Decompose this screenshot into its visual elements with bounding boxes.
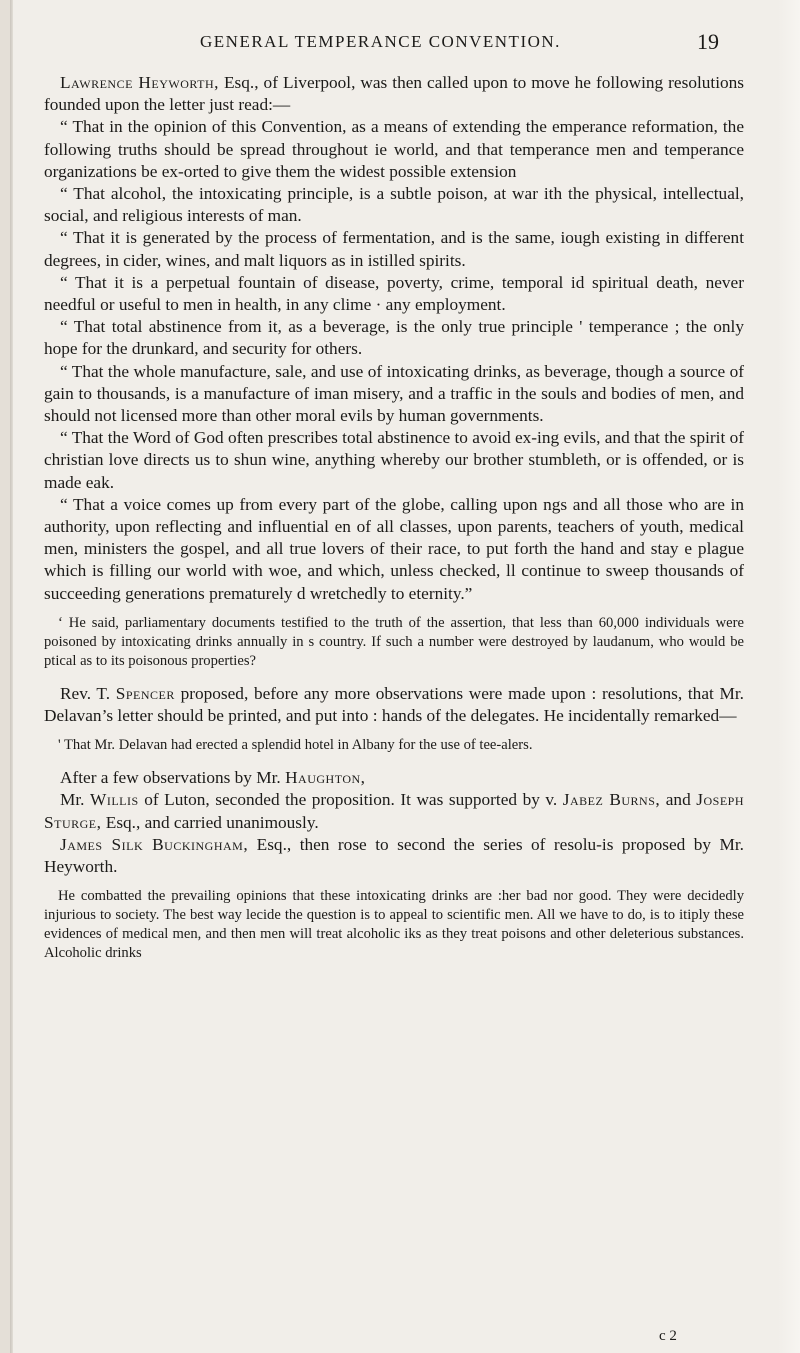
paragraph-spencer	[44, 683, 744, 727]
paragraph-heyworth	[44, 72, 744, 116]
paragraph-text: of Luton, seconded the proposition. It was supported by v.	[138, 790, 563, 810]
quote-delavan: ' That Mr. Delavan had erected a splendid hotel in Albany for the use of tee-alers.	[58, 737, 533, 754]
signature-mark: c 2	[659, 1328, 677, 1344]
page-body	[44, 72, 744, 963]
paragraph-willis	[44, 789, 744, 833]
paragraph-text: Esq., of Liverpool, was then called upon to move he following resolutions founded upon the letter just read:—	[44, 73, 745, 115]
spacer	[44, 755, 744, 767]
quote-buckingham: He combatted the prevailing opinions that these intoxicating drinks are :her bad nor good. They were decidedly injurious to society. The best way lecide the question is to appeal to scientific men. All we have to do, is to itiply these evidences of medical men, and then men will treat alcoholic iks as they treat poisons and other deleterious substances. Alcoholic drinks	[44, 888, 744, 962]
running-head: GENERAL TEMPERANCE CONVENTION.	[200, 32, 561, 51]
speaker-name: Jabez Burns,	[562, 790, 661, 810]
spacer	[44, 878, 744, 887]
resolution-8: “ That a voice comes up from every part of the globe, calling upon ngs and all those who are in authority, upon reflecting and influential en of all classes, upon parents, teachers of youth, medical men, ministers the gospel, and all true lovers of their race, to put forth the hand and stay e plague which is filling our world with woe, and which, unless checked, ll continue to sweep thousands of succeeding generations prematurely d wretchedly to eternity.”	[44, 494, 744, 603]
paragraph-text: and	[660, 790, 697, 810]
speaker-name: Willis	[90, 790, 139, 810]
speaker-name: Haughton,	[285, 768, 366, 788]
gutter-edge	[10, 0, 13, 1353]
title-prefix: Mr.	[60, 790, 91, 810]
paragraph-haughton	[44, 767, 744, 789]
resolution-6: “ That the whole manufacture, sale, and use of intoxicating drinks, as beverage, though a source of gain to thousands, is a manufacture of iman misery, and a traffic in the souls and bodies of men, and should not licensed more than other moral evils by human governments.	[44, 361, 744, 426]
resolution-3: “ That it is generated by the process of fermentation, and is the same, iough existing in different degrees, in cider, wines, and malt liquors as in istilled spirits.	[44, 228, 744, 270]
spacer	[44, 671, 744, 683]
gutter-shadow	[0, 0, 10, 1353]
spacer	[44, 727, 744, 736]
paragraph-text: proposed, before any more observations were made upon : resolutions, that Mr. Delavan’s letter should be printed, and put into : hands of the delegates. He incidentally remarked—	[44, 683, 744, 726]
title-prefix: Rev. T.	[60, 683, 116, 703]
paragraph-text: Esq., then rose to second the series of resolu-is proposed by Mr. Heyworth.	[44, 834, 744, 877]
speaker-name: Joseph Sturge,	[44, 790, 744, 832]
quote-parliamentary: ‘ He said, parliamentary documents testified to the truth of the assertion, that less than 60,000 individuals were poisoned by intoxicating drinks annually in s country. If such a number were destroyed by laudanum, who would be ptical as to its poisonous properties?	[44, 614, 744, 669]
paragraph-text: After a few observations by Mr.	[60, 768, 286, 788]
resolution-5: “ That total abstinence from it, as a beverage, is the only true principle ' temperance ; the only hope for the drunkard, and security for others.	[44, 317, 744, 359]
speaker-name: Lawrence Heyworth,	[60, 73, 219, 92]
resolution-1: “ That in the opinion of this Convention, as a means of extending the emperance reformation, the following truths should be spread throughout ie world, and that temperance men and temperance organizations be ex-orted to give them the widest possible extension	[44, 117, 744, 181]
paragraph-text: Esq., and carried unanimously.	[101, 812, 319, 832]
page-edge	[778, 0, 800, 1353]
resolution-7: “ That the Word of God often prescribes total abstinence to avoid ex-ing evils, and that the spirit of christian love directs us to shun wine, anything whereby our brother stumbleth, or is offended, or is made eak.	[44, 428, 744, 492]
resolution-4: “ That it is a perpetual fountain of disease, poverty, crime, temporal id spiritual death, never needful or useful to men in health, in any clime · any employment.	[44, 272, 744, 315]
spacer	[44, 605, 744, 614]
resolution-2: “ That alcohol, the intoxicating principle, is a subtle poison, at war ith the physical, intellectual, social, and religious interests of man.	[44, 184, 744, 226]
paragraph-buckingham	[44, 834, 744, 878]
speaker-name: Spencer	[115, 683, 175, 703]
page-header	[0, 30, 800, 60]
page-number: 19	[697, 29, 719, 54]
speaker-name: James Silk Buckingham,	[60, 834, 249, 854]
